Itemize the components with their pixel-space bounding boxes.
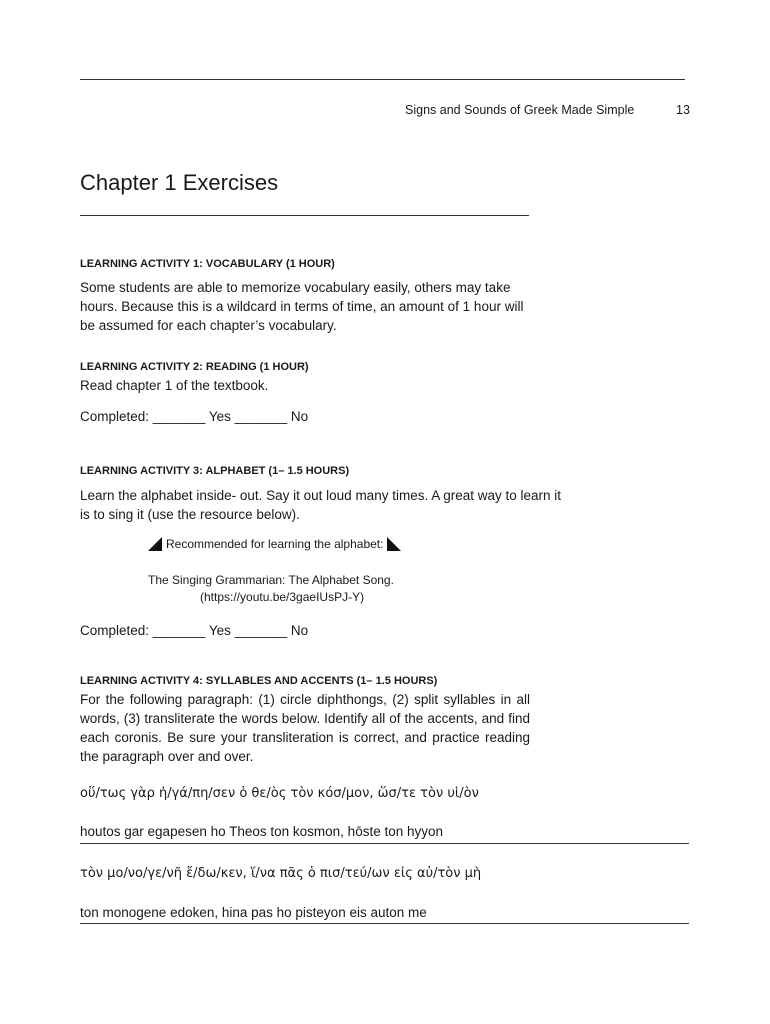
answer-rule-2 (80, 923, 689, 924)
triangle-left-icon (148, 537, 162, 551)
page-number: 13 (676, 103, 690, 117)
activity-3-completed: Completed: _______ Yes _______ No (80, 623, 309, 638)
chapter-title: Chapter 1 Exercises (80, 170, 279, 195)
activity-1-body: Some students are able to memorize vocabulary easily, others may take hours. Because this is a wildcard in terms of time, an amount of 1 hour will be assumed for each chapter’s vocabulary. (80, 280, 524, 333)
activity-3-heading: LEARNING ACTIVITY 3: ALPHABET (1– 1.5 HOURS) (80, 465, 350, 477)
answer-rule-1 (80, 843, 689, 844)
recommendation-line (148, 537, 401, 551)
activity-2-completed: Completed: _______ Yes _______ No (80, 409, 309, 424)
top-rule (80, 79, 685, 80)
activity-1-heading: LEARNING ACTIVITY 1: VOCABULARY (1 HOUR) (80, 258, 335, 270)
greek-line-1: οὕ/τως γὰρ ἠ/γά/πη/σεν ὁ θε/ὸς τὸν κόσ/μον, ὥσ/τε τὸν υἱ/ὸν (80, 786, 479, 801)
transliteration-line-2: ton monogene edoken, hina pas ho pisteyon eis auton me (80, 905, 427, 920)
activity-4-body: For the following paragraph: (1) circle diphthongs, (2) split syllables in all words, (3) transliterate the words below. Identify all of the accents, and find each coronis. Be sure your transliteration is correct, and practice reading the paragraph over and over. (80, 692, 530, 764)
activity-3-body: Learn the alphabet inside- out. Say it out loud many times. A great way to learn it is to sing it (use the resource below). (80, 488, 562, 522)
activity-2-heading: LEARNING ACTIVITY 2: READING (1 HOUR) (80, 361, 309, 373)
activity-4-heading: LEARNING ACTIVITY 4: SYLLABLES AND ACCENTS (1– 1.5 HOURS) (80, 675, 438, 687)
greek-line-2: τὸν μο/νο/γε/νῆ ἔ/δω/κεν, ἵ/να πᾶς ὁ πισ/τεύ/ων εἰς αὐ/τὸν μὴ (80, 866, 482, 881)
recommendation-text: Recommended for learning the alphabet: (166, 537, 384, 551)
chapter-rule (80, 215, 529, 216)
activity-2-body: Read chapter 1 of the textbook. (80, 378, 269, 393)
resource-url: (https://youtu.be/3gaeIUsPJ-Y) (200, 590, 365, 604)
triangle-right-icon (387, 537, 401, 551)
transliteration-line-1: houtos gar egapesen ho Theos ton kosmon, hōste ton hyyon (80, 824, 444, 839)
running-title: Signs and Sounds of Greek Made Simple (405, 103, 635, 117)
resource-title: The Singing Grammarian: The Alphabet Song. (148, 573, 394, 587)
